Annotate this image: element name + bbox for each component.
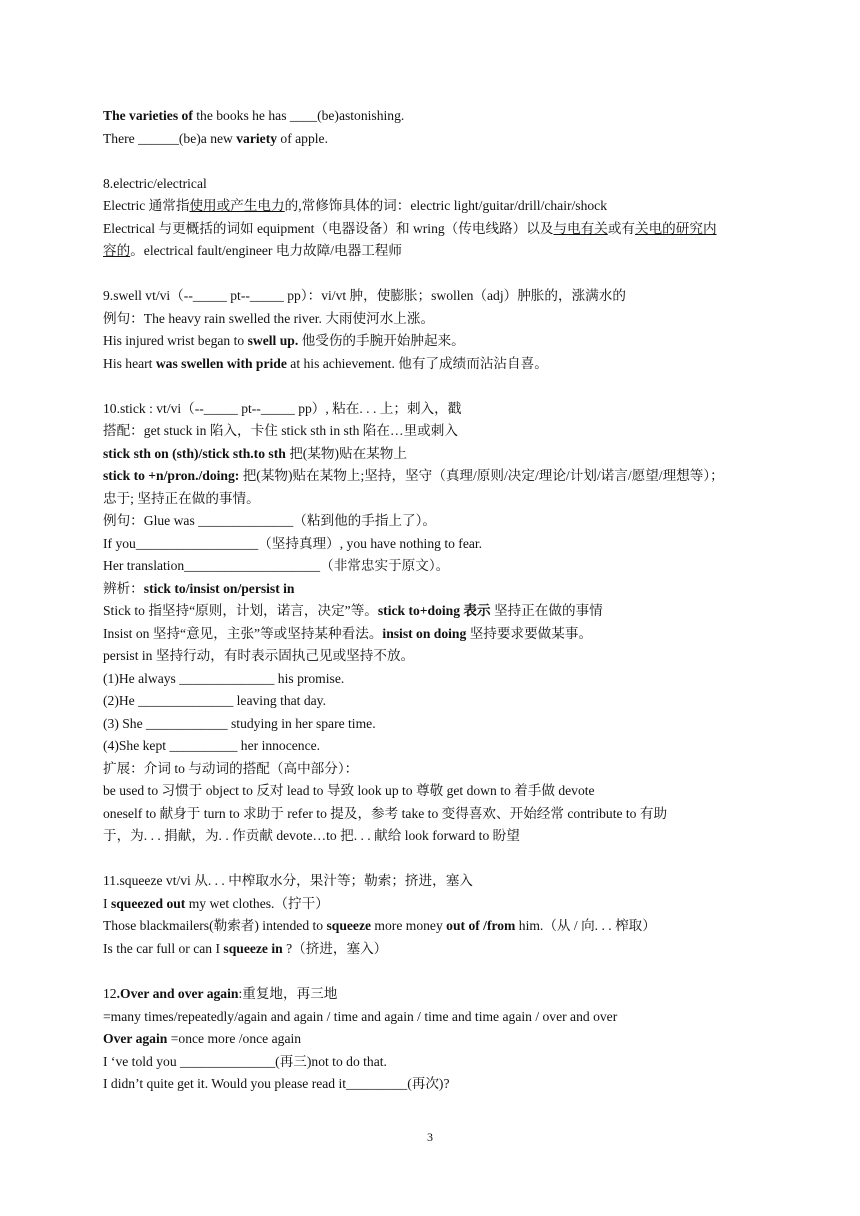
text-segment: 坚持要求要做某事。 <box>466 626 593 641</box>
text-line <box>103 580 294 598</box>
text-line <box>103 872 473 890</box>
text-segment: 12 <box>103 986 117 1001</box>
text-line <box>103 782 595 800</box>
text-line <box>103 602 603 620</box>
text-segment: oneself to 献身于 turn to 求助于 refer to 提及，参考 take to 变得喜欢、开始经常 contribute to 有助 <box>103 806 668 821</box>
text-line <box>103 287 626 305</box>
text-segment: 10.stick : vt/vi（--_____ pt--_____ pp）, 粘在. . . 上；刺入，戳 <box>103 401 462 416</box>
text-segment: persist in 坚持行动，有时表示固执己见或坚持不放。 <box>103 648 415 663</box>
text-segment: His injured wrist began to <box>103 333 248 348</box>
text-line <box>103 692 326 710</box>
text-segment: Those blackmailers(勒索者) intended to <box>103 918 327 933</box>
text-segment: 8.electric/electrical <box>103 176 207 191</box>
text-segment: 扩展：介词 to 与动词的搭配（高中部分）： <box>103 761 359 776</box>
text-line <box>103 895 329 913</box>
text-segment: (4)She kept __________ her innocence. <box>103 738 321 753</box>
text-segment: If you__________________（坚持真理）, you have nothing to fear. <box>103 536 483 551</box>
text-segment: 坚持正在做的事情 <box>490 603 603 618</box>
text-segment: 9.swell vt/vi（--_____ pt--_____ pp）：vi/vt 肿，使膨胀；swollen（adj）肿胀的，涨满水的 <box>103 288 626 303</box>
text-line <box>103 1008 617 1026</box>
text-segment: him.（从 / 向. . . 榨取） <box>515 918 656 933</box>
text-segment: =once more /once again <box>167 1031 302 1046</box>
text-segment: (3) She ____________ studying in her spare time. <box>103 716 376 731</box>
text-line <box>103 715 376 733</box>
text-line <box>103 467 724 485</box>
underlined-text: 与电有关 <box>553 221 608 236</box>
text-segment: Insist on 坚持“意见，主张”等或坚持某种看法。 <box>103 626 383 641</box>
text-line <box>103 985 337 1003</box>
text-segment: of apple. <box>277 131 328 146</box>
text-segment: I <box>103 896 111 911</box>
bold-text: insist on doing <box>382 626 467 641</box>
text-segment: I ‘ve told you ______________(再三)not to do that. <box>103 1054 387 1069</box>
text-segment: 于，为. . . 捐献，为. . 作贡献 devote…to 把. . . 献给 look forward to 盼望 <box>103 828 520 843</box>
bold-text: .Over and over again <box>116 986 239 1001</box>
text-segment: :重复地，再三地 <box>238 986 338 1001</box>
bold-text: squeezed out <box>110 896 186 911</box>
text-segment: (1)He always ______________ his promise. <box>103 671 345 686</box>
bold-text: was swellen with pride <box>155 356 287 371</box>
text-line <box>103 107 404 125</box>
text-segment: 把(某物)贴在某物上;坚持，坚守（真理/原则/决定/理论/计划/诺言/愿望/理想等）； <box>239 468 724 483</box>
bold-text: stick sth on (sth)/stick sth.to sth <box>103 446 286 461</box>
text-line <box>103 332 465 350</box>
text-line <box>103 940 387 958</box>
text-segment: Electric 通常指 <box>103 198 190 213</box>
text-line <box>103 760 358 778</box>
text-segment: 。electrical fault/engineer 电力故障/电器工程师 <box>130 243 402 258</box>
text-segment: 忠于; 坚持正在做的事情。 <box>103 491 260 506</box>
text-line <box>103 512 436 530</box>
text-segment: (2)He ______________ leaving that day. <box>103 693 326 708</box>
text-segment: the books he has ____(be)astonishing. <box>192 108 405 123</box>
underlined-text: 关电的研究内 <box>635 221 717 236</box>
text-line <box>103 805 667 823</box>
text-segment: Her translation____________________（非常忠实于原文）。 <box>103 558 450 573</box>
text-segment: 把(某物)贴在某物上 <box>285 446 407 461</box>
text-segment: 例句：Glue was ______________（粘到他的手指上了）。 <box>103 513 437 528</box>
text-line <box>103 1053 387 1071</box>
bold-text: The varieties of <box>103 108 193 123</box>
text-line <box>103 490 260 508</box>
text-line <box>103 535 482 553</box>
text-line <box>103 220 717 238</box>
text-line <box>103 175 207 193</box>
text-line <box>103 242 402 260</box>
text-line <box>103 445 407 463</box>
bold-text: Over again <box>103 1031 168 1046</box>
underlined-text: 容的 <box>103 243 131 258</box>
bold-text: squeeze in <box>223 941 283 956</box>
text-line <box>103 827 520 845</box>
text-segment: His heart <box>103 356 156 371</box>
text-line <box>103 310 434 328</box>
bold-text: variety <box>236 131 278 146</box>
text-segment: Stick to 指坚持“原则，计划，诺言，决定”等。 <box>103 603 378 618</box>
bold-text: swell up. <box>247 333 299 348</box>
text-line <box>103 400 461 418</box>
text-line <box>103 355 548 373</box>
text-segment: 辨析： <box>103 581 144 596</box>
text-line <box>103 197 607 215</box>
text-segment: Electrical 与更概括的词如 equipment（电器设备）和 wring（传电线路）以及 <box>103 221 554 236</box>
text-segment: Is the car full or can I <box>103 941 224 956</box>
bold-text: out of /from <box>446 918 516 933</box>
text-line <box>103 647 414 665</box>
underlined-text: 使用或产生电力 <box>189 198 285 213</box>
text-line <box>103 625 592 643</box>
text-line <box>103 1030 301 1048</box>
text-line <box>103 917 656 935</box>
page-number: 3 <box>427 1130 433 1144</box>
text-line <box>103 557 449 575</box>
bold-text: stick to +n/pron./doing: <box>103 468 240 483</box>
text-segment: 11.squeeze vt/vi 从. . . 中榨取水分，果汁等；勒索；挤进，塞入 <box>103 873 473 888</box>
text-segment: 例句：The heavy rain swelled the river. 大雨使河水上涨。 <box>103 311 435 326</box>
text-segment: ?（挤进，塞入） <box>282 941 388 956</box>
text-line <box>103 422 458 440</box>
text-segment: There ______(be)a new <box>103 131 237 146</box>
text-segment: more money <box>371 918 447 933</box>
text-segment: be used to 习惯于 object to 反对 lead to 导致 look up to 尊敬 get down to 着手做 devote <box>103 783 595 798</box>
text-segment: 他受伤的手腕开始肿起来。 <box>298 333 465 348</box>
text-segment: 或有 <box>607 221 635 236</box>
text-segment: at his achievement. 他有了成绩而沾沾自喜。 <box>286 356 548 371</box>
text-segment: 搭配：get stuck in 陷入，卡住 stick sth in sth 陷在…里或刺入 <box>103 423 458 438</box>
text-line <box>103 670 344 688</box>
text-line <box>103 130 328 148</box>
bold-text: squeeze <box>326 918 372 933</box>
text-line <box>103 737 320 755</box>
text-segment: 的,常修饰具体的词：electric light/guitar/drill/chair/shock <box>284 198 608 213</box>
text-segment: my wet clothes.（拧干） <box>185 896 329 911</box>
text-segment: I didn’t quite get it. Would you please read it_________(再次)? <box>103 1076 450 1091</box>
bold-text: stick to+doing 表示 <box>377 603 491 618</box>
text-segment: =many times/repeatedly/again and again / time and again / time and time again / over and over <box>103 1009 618 1024</box>
bold-text: stick to/insist on/persist in <box>143 581 295 596</box>
text-line <box>103 1075 450 1093</box>
